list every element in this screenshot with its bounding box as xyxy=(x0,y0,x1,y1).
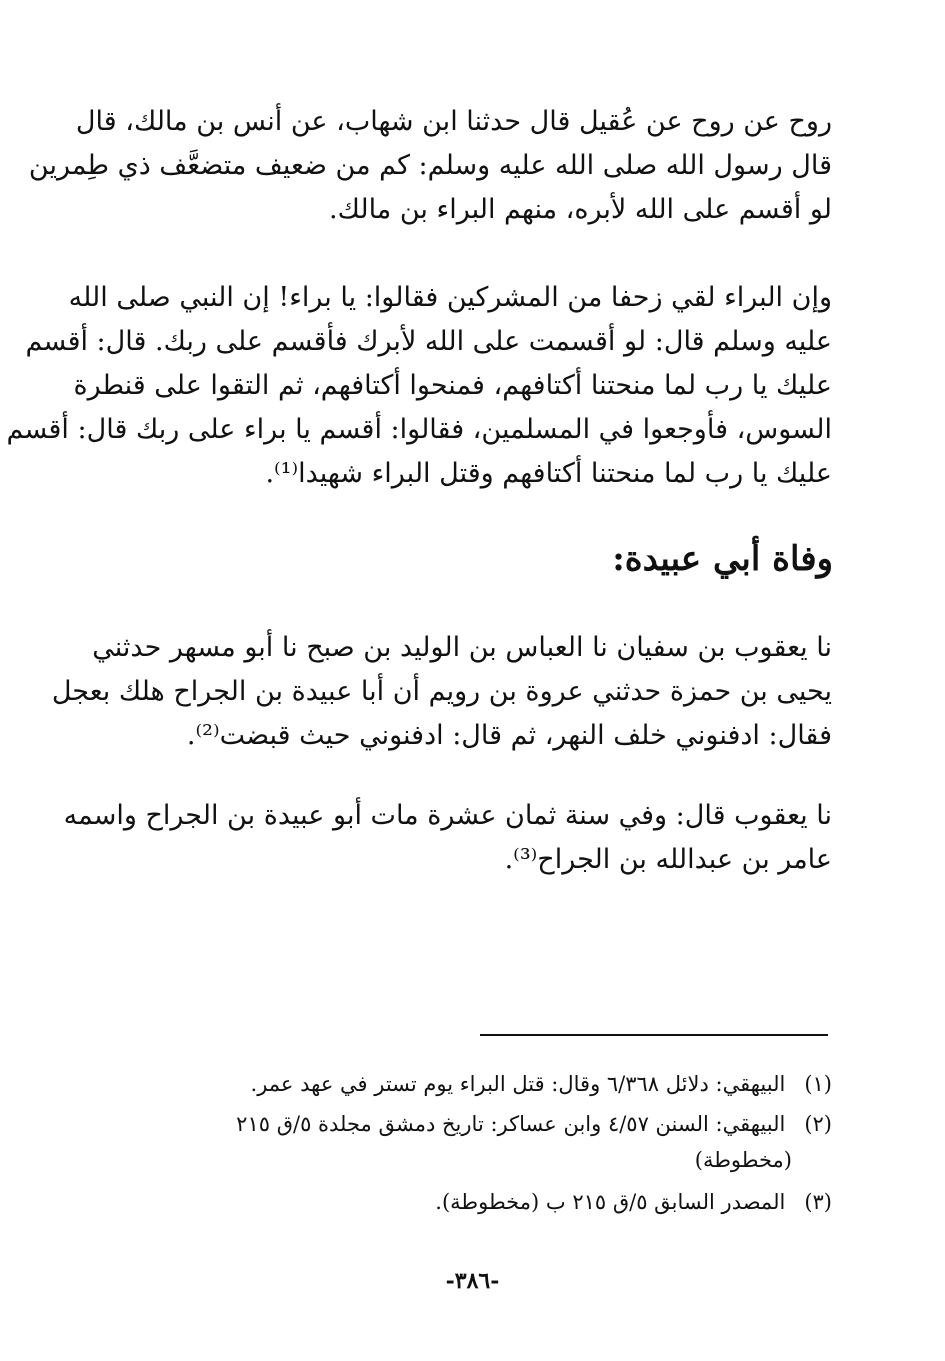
paragraph-1 xyxy=(28,100,832,232)
text-line: عامر بن عبدالله بن الجراح⁽³⁾. xyxy=(504,844,832,875)
footnote-divider xyxy=(480,1034,828,1036)
page-number: -٣٨٦- xyxy=(445,1268,500,1294)
text-line: نا يعقوب بن سفيان نا العباس بن الوليد بن صبح نا أبو مسهر حدثني xyxy=(92,632,832,663)
text-line: نا يعقوب قال: وفي سنة ثمان عشرة مات أبو عبيدة بن الجراح واسمه xyxy=(63,800,832,831)
paragraph-2 xyxy=(6,276,832,496)
text-line: لو أقسم على الله لأبره، منهم البراء بن مالك. xyxy=(329,194,832,225)
footnote-text: المصدر السابق ٥/ق ٢١٥ ب (مخطوطة). xyxy=(435,1190,786,1214)
footnote-number: (٣) xyxy=(804,1190,832,1214)
text-line: روح عن روح عن عُقيل قال حدثنا ابن شهاب، عن أنس بن مالك، قال xyxy=(75,106,832,137)
text-line: وإن البراء لقي زحفا من المشركين فقالوا: يا براء! إن النبي صلى الله xyxy=(68,282,832,313)
footnote-number: (١) xyxy=(804,1072,832,1096)
paragraph-4 xyxy=(63,794,832,882)
text-line: عليك يا رب لما منحتنا أكتافهم، فمنحوا أكتافهم، ثم التقوا على قنطرة xyxy=(73,370,832,401)
text-line: عليه وسلم قال: لو أقسمت على الله لأبرك فأقسم على ربك. قال: أقسم xyxy=(25,326,832,357)
footnote-text-continued: (مخطوطة) xyxy=(694,1148,792,1172)
text-line: فقال: ادفنوني خلف النهر، ثم قال: ادفنوني حيث قبضت⁽²⁾. xyxy=(186,720,832,751)
text-line: السوس، فأوجعوا في المسلمين، فقالوا: أقسم يا براء على ربك قال: أقسم xyxy=(6,414,832,445)
footnote-text: البيهقي: دلائل ٦/٣٦٨ وقال: قتل البراء يوم تستر في عهد عمر. xyxy=(250,1072,786,1096)
footnote-2 xyxy=(132,1106,832,1178)
footnote-text: البيهقي: السنن ٤/٥٧ وابن عساكر: تاريخ دمشق مجلدة ٥/ق ٢١٥ xyxy=(236,1112,786,1136)
section-heading: وفاة أبي عبيدة: xyxy=(612,539,833,579)
footnote-1 xyxy=(132,1066,832,1102)
text-line: يحيى بن حمزة حدثني عروة بن رويم أن أبا عبيدة بن الجراح هلك بعجل xyxy=(51,676,832,707)
text-line: قال رسول الله صلى الله عليه وسلم: كم من ضعيف متضعَّف ذي طِمرين xyxy=(28,150,832,181)
footnote-3 xyxy=(132,1184,832,1220)
text-line: عليك يا رب لما منحتنا أكتافهم وقتل البراء شهيدا⁽¹⁾. xyxy=(265,458,832,489)
footnote-number: (٢) xyxy=(804,1112,832,1136)
paragraph-3 xyxy=(51,626,832,758)
